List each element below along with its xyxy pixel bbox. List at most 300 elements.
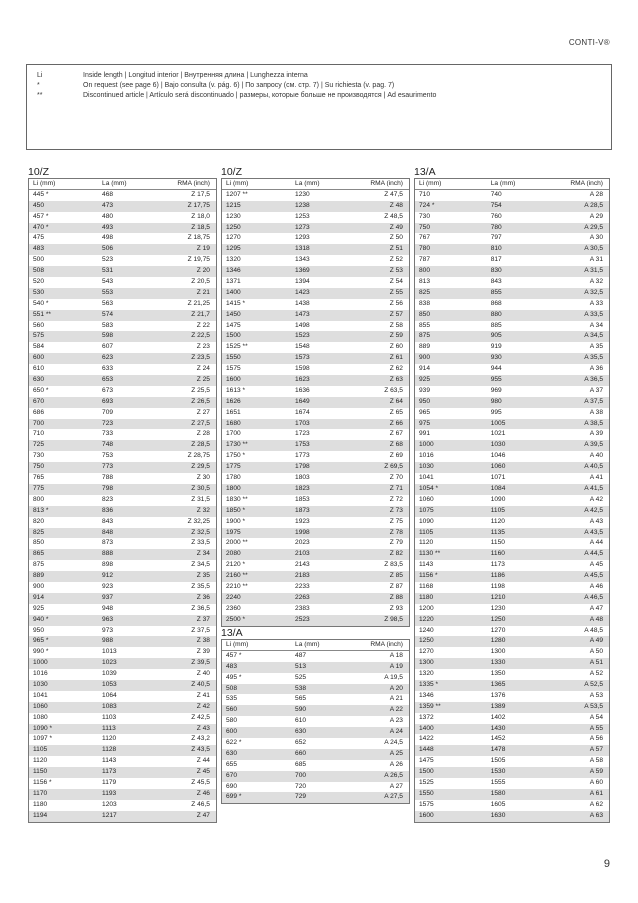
table-row [29,201,216,212]
cell-la: 930 [490,354,502,362]
cell-la: 498 [102,234,114,242]
cell-rma: Z 17,75 [187,201,210,209]
cell-rma: Z 49 [389,223,403,231]
cell-la: 1135 [490,528,505,536]
table-row [29,310,216,321]
cell-li: 520 [33,278,45,286]
cell-la: 937 [102,593,114,601]
cell-rma: A 38,5 [584,419,603,427]
table-row [29,626,216,637]
table-row [222,593,409,604]
table-row [415,375,609,386]
cell-rma: Z 38 [196,637,210,645]
cell-la: 565 [295,695,307,703]
table-row [29,528,216,539]
cell-li: 1850 * [226,506,246,514]
table-row [415,538,609,549]
cell-la: 623 [102,354,114,362]
cell-rma: A 44,5 [584,550,603,558]
table-header [29,179,216,190]
cell-li: 914 [33,593,45,601]
cell-la: 773 [102,463,114,471]
cell-la: 988 [102,637,114,645]
table-row [415,288,609,299]
cell-la: 720 [295,782,307,790]
cell-li: 1730 ** [226,441,248,449]
cell-li: 1130 ** [419,550,441,558]
cell-li: 780 [419,245,431,253]
cell-la: 1143 [102,757,117,765]
cell-la: 673 [102,386,114,394]
header-rma: RMA (inch) [570,180,603,187]
table-row [415,408,609,419]
legend-symbol: * [37,82,40,89]
cell-rma: A 23 [389,717,403,725]
cell-la: 1573 [295,354,310,362]
cell-rma: Z 40,5 [191,680,210,688]
cell-li: 457 * [33,212,49,220]
table-row [222,694,409,705]
table-row [415,691,609,702]
cell-rma: Z 44 [196,757,210,765]
cell-rma: A 21 [389,695,403,703]
table-row [222,705,409,716]
table-row [222,662,409,673]
cell-li: 508 [226,684,238,692]
cell-li: 1400 [226,288,241,296]
table-row [415,440,609,451]
cell-rma: Z 19 [196,245,210,253]
cell-li: 1120 [33,757,48,765]
cell-rma: A 42 [589,495,603,503]
cell-la: 513 [295,662,307,670]
cell-rma: Z 66 [389,419,403,427]
cell-la: 660 [295,749,307,757]
cell-la: 2523 [295,615,310,623]
table-row [29,734,216,745]
cell-la: 2233 [295,582,310,590]
cell-li: 1250 [419,637,434,645]
header-la: La (mm) [102,180,127,187]
size-table-10z-right [221,178,410,627]
table-row [415,244,609,255]
cell-li: 584 [33,343,45,351]
legend-text: Inside length | Longitud interior | Внутренняя длина | Lunghezza interna [83,72,308,79]
cell-li: 580 [226,717,238,725]
cell-rma: A 58 [589,757,603,765]
table-row [29,560,216,571]
table-row [415,233,609,244]
table-row [222,429,409,440]
cell-la: 753 [102,452,114,460]
table-row [222,451,409,462]
cell-la: 1013 [102,648,117,656]
cell-la: 493 [102,223,114,231]
cell-rma: Z 57 [389,310,403,318]
table-row [29,647,216,658]
table-row [222,277,409,288]
cell-la: 740 [490,190,502,198]
cell-la: 1623 [295,376,310,384]
cell-li: 1450 [226,310,241,318]
cell-rma: Z 51 [389,245,403,253]
cell-li: 914 [419,365,431,373]
table-row [29,702,216,713]
cell-rma: A 29 [589,212,603,220]
size-table-13a-right [414,178,610,823]
cell-rma: A 40 [589,452,603,460]
table-row [415,342,609,353]
cell-li: 1550 [226,354,241,362]
table-row [222,473,409,484]
cell-la: 1350 [490,670,506,678]
cell-rma: A 34,5 [584,332,603,340]
cell-li: 1060 [419,495,434,503]
cell-li: 1080 [33,713,48,721]
cell-li: 889 [419,343,431,351]
cell-li: 2240 [226,593,241,601]
table-row [222,408,409,419]
cell-li: 2160 ** [226,572,248,580]
table-row [415,223,609,234]
cell-li: 825 [419,288,431,296]
cell-li: 457 * [226,651,242,659]
header-la: La (mm) [490,180,516,187]
cell-li: 975 [419,419,431,427]
table-row [415,331,609,342]
cell-li: 1054 * [419,484,439,492]
cell-rma: Z 47,5 [384,190,403,198]
table-row [415,506,609,517]
cell-la: 923 [102,582,114,590]
cell-li: 1550 [419,789,434,797]
header-rma: RMA (inch) [370,641,403,648]
cell-li: 710 [419,190,431,198]
table-row [222,749,409,760]
cell-rma: Z 32 [196,506,210,514]
legend-box [26,64,612,150]
cell-la: 1365 [490,680,506,688]
legend-row [37,91,601,101]
table-row [415,560,609,571]
cell-la: 888 [102,550,114,558]
table-row [415,778,609,789]
table-row [29,484,216,495]
cell-la: 1053 [102,680,117,688]
cell-li: 875 [33,561,45,569]
cell-la: 1005 [490,419,506,427]
cell-la: 905 [490,332,502,340]
cell-rma: A 33 [589,299,603,307]
cell-la: 693 [102,397,114,405]
table-row [415,528,609,539]
cell-la: 973 [102,626,114,634]
table-row [415,321,609,332]
cell-rma: Z 43,2 [191,735,210,743]
legend-text: On request (see page 6) | Bajo consulta (v. pág. 6) | По запросу (см. стр. 7) | Su richiesta (v. pag. 7) [83,82,395,89]
cell-rma: A 41,5 [584,484,603,492]
cell-la: 1330 [490,659,506,667]
cell-rma: Z 18,0 [191,212,210,220]
table-row [29,429,216,440]
cell-li: 686 [33,408,45,416]
table-row [222,517,409,528]
table-row [415,658,609,669]
cell-li: 950 [419,397,431,405]
cell-li: 820 [33,517,45,525]
cell-rma: A 54 [589,713,603,721]
cell-la: 1873 [295,506,310,514]
table-row [415,702,609,713]
cell-la: 583 [102,321,114,329]
cell-rma: A 48 [589,615,603,623]
cell-rma: Z 42 [196,702,210,710]
table-row [222,582,409,593]
cell-la: 2183 [295,572,310,580]
cell-rma: Z 36,5 [191,604,210,612]
cell-li: 1180 [33,800,48,808]
table-row [415,397,609,408]
cell-li: 950 [33,626,45,634]
table-row [222,528,409,539]
cell-li: 838 [419,299,431,307]
cell-rma: Z 42,5 [191,713,210,721]
cell-li: 1060 [33,702,48,710]
cell-li: 540 * [33,299,49,307]
cell-rma: Z 40 [196,670,210,678]
table-row [415,462,609,473]
table-row [222,386,409,397]
cell-li: 1000 [33,659,48,667]
cell-rma: A 53,5 [584,702,603,710]
cell-rma: Z 35,5 [191,582,210,590]
cell-la: 817 [490,256,502,264]
cell-rma: Z 69,5 [384,463,403,471]
table-header [415,179,609,190]
table-row [29,451,216,462]
cell-la: 797 [490,234,502,242]
cell-la: 1023 [102,659,117,667]
table-row [29,582,216,593]
cell-li: 670 [33,397,45,405]
table-row [29,321,216,332]
cell-la: 1530 [490,768,506,776]
cell-la: 1394 [295,278,310,286]
cell-la: 843 [490,278,502,286]
cell-li: 900 [419,354,431,362]
cell-rma: Z 61 [389,354,403,362]
cell-la: 1478 [490,746,506,754]
cell-la: 1998 [295,528,310,536]
cell-rma: Z 29,5 [191,463,210,471]
table-row [29,615,216,626]
cell-rma: Z 20,5 [191,278,210,286]
cell-li: 939 [419,386,431,394]
table-row [415,745,609,756]
cell-la: 1423 [295,288,310,296]
cell-rma: A 48,5 [584,626,603,634]
cell-li: 1750 * [226,452,246,460]
cell-li: 1270 [226,234,241,242]
cell-rma: A 49 [589,637,603,645]
cell-la: 873 [102,539,114,547]
cell-rma: Z 20 [196,267,210,275]
table-row [222,782,409,793]
cell-rma: Z 30,5 [191,484,210,492]
table-row [415,266,609,277]
cell-la: 2143 [295,561,310,569]
table-row [415,811,609,822]
table-row [29,233,216,244]
table-row [29,506,216,517]
table-row [29,331,216,342]
cell-la: 1649 [295,397,310,405]
table-row [222,342,409,353]
cell-la: 1150 [490,539,505,547]
cell-li: 990 * [33,648,49,656]
cell-li: 560 [226,706,238,714]
cell-la: 1230 [490,604,506,612]
cell-li: 730 [419,212,431,220]
cell-rma: A 55 [589,724,603,732]
cell-la: 963 [102,615,114,623]
cell-rma: A 28,5 [584,201,603,209]
header-li: Li (mm) [226,641,249,648]
cell-li: 1041 [419,474,434,482]
cell-li: 670 [226,771,238,779]
cell-rma: A 37,5 [584,397,603,405]
cell-li: 991 [419,430,431,438]
cell-li: 1775 [226,463,241,471]
cell-li: 2120 * [226,561,246,569]
table-row [29,571,216,582]
cell-li: 940 * [33,615,49,623]
cell-rma: Z 53 [389,267,403,275]
cell-rma: A 63 [589,811,603,819]
cell-li: 470 * [33,223,49,231]
cell-li: 600 [33,354,45,362]
cell-rma: Z 22,5 [191,332,210,340]
cell-la: 1376 [490,691,506,699]
table-row [29,223,216,234]
cell-li: 690 [226,782,238,790]
cell-la: 969 [490,386,502,394]
cell-rma: Z 64 [389,397,403,405]
cell-la: 1083 [102,702,117,710]
cell-li: 630 [226,749,238,757]
cell-la: 1186 [490,572,505,580]
cell-li: 850 [33,539,45,547]
cell-li: 825 [33,528,45,536]
cell-li: 1346 [226,267,241,275]
cell-rma: A 41 [589,474,603,482]
table-row [222,462,409,473]
table-row [29,299,216,310]
cell-la: 810 [490,245,502,253]
cell-la: 823 [102,495,114,503]
legend-row [37,81,601,91]
table-row [222,233,409,244]
cell-la: 1498 [295,321,310,329]
cell-rma: A 19 [389,662,403,670]
cell-rma: A 32,5 [584,288,603,296]
cell-li: 925 [419,376,431,384]
cell-li: 1900 * [226,517,246,525]
cell-rma: Z 43 [196,724,210,732]
cell-rma: Z 46 [196,789,210,797]
cell-li: 1150 [33,768,48,776]
table-row [29,342,216,353]
cell-li: 2080 [226,550,241,558]
cell-li: 1000 [419,441,434,449]
cell-rma: Z 55 [389,288,403,296]
table-row [29,266,216,277]
table-row [29,658,216,669]
cell-la: 1402 [490,713,506,721]
cell-rma: Z 45,5 [191,778,210,786]
cell-li: 775 [33,484,45,492]
cell-li: 1320 [226,256,241,264]
table-row [29,713,216,724]
cell-la: 1203 [102,800,117,808]
cell-li: 500 [33,256,45,264]
cell-la: 1046 [490,452,506,460]
cell-rma: Z 17,5 [191,190,210,198]
header-rma: RMA (inch) [177,180,210,187]
cell-li: 1295 [226,245,241,253]
cell-li: 551 ** [33,310,51,318]
table-title-13a-left: 13/A [221,627,243,639]
cell-la: 1217 [102,811,117,819]
cell-li: 1105 [33,746,48,754]
table-row [415,364,609,375]
cell-la: 830 [490,267,502,275]
cell-rma: A 32 [589,278,603,286]
table-row [29,669,216,680]
cell-rma: A 31,5 [584,267,603,275]
cell-rma: Z 68 [389,441,403,449]
cell-la: 480 [102,212,114,220]
table-row [415,724,609,735]
table-row [29,593,216,604]
cell-li: 1215 [226,201,241,209]
table-row [222,255,409,266]
table-row [29,244,216,255]
cell-rma: A 26,5 [384,771,403,779]
cell-rma: Z 78 [389,528,403,536]
cell-la: 1318 [295,245,310,253]
table-row [29,408,216,419]
cell-rma: Z 48 [389,201,403,209]
cell-rma: Z 35 [196,572,210,580]
cell-li: 750 [33,463,45,471]
table-row [29,811,216,822]
cell-la: 2023 [295,539,310,547]
cell-la: 1753 [295,441,310,449]
table-row [415,517,609,528]
cell-rma: A 35 [589,343,603,351]
cell-la: 1452 [490,735,506,743]
cell-la: 1060 [490,463,506,471]
table-row [415,429,609,440]
table-row [29,745,216,756]
cell-rma: A 36,5 [584,376,603,384]
table-row [29,255,216,266]
cell-rma: A 40,5 [584,463,603,471]
cell-la: 898 [102,561,114,569]
cell-rma: A 27 [389,782,403,790]
cell-li: 1156 * [33,778,52,786]
